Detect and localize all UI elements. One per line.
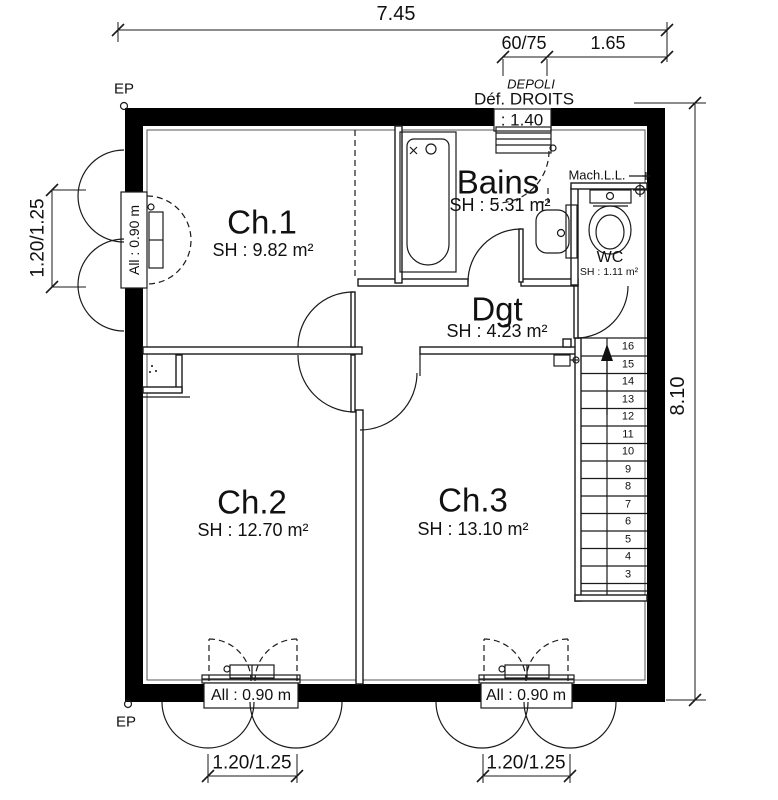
door-swing-bains bbox=[468, 229, 521, 282]
def-droits-label: Déf. DROITS bbox=[473, 89, 575, 109]
left-window-sill-label: All : 0.90 m bbox=[126, 204, 142, 276]
room-area-ch1: SH : 9.82 m² bbox=[212, 240, 314, 260]
door-leaf-ch1 bbox=[351, 292, 355, 347]
room-area-dgt: SH : 4.23 m² bbox=[446, 321, 548, 341]
room-area-ch3: SH : 13.10 m² bbox=[417, 519, 529, 539]
stair-step-number: 16 bbox=[621, 340, 635, 353]
dim-bottom-right-window: 1.20/1.25 bbox=[486, 752, 566, 774]
stair-step-number: 6 bbox=[624, 515, 632, 528]
room-area-bains: SH : 5.31 m² bbox=[449, 195, 551, 215]
room-label-ch2: Ch.2 bbox=[217, 483, 287, 521]
door-swing-ch1 bbox=[298, 292, 353, 347]
stair-step-number: 8 bbox=[624, 480, 632, 493]
room-label-bains: Bains bbox=[456, 163, 540, 201]
closet-duct-dots bbox=[149, 365, 157, 373]
dim-left-window: 1.20/1.25 bbox=[27, 198, 49, 278]
dim-overall-height: 8.10 bbox=[667, 376, 689, 416]
bottom-right-window-sill-label: All : 0.90 m bbox=[485, 687, 567, 704]
door-swing-ch3 bbox=[360, 373, 417, 430]
stair-step-number: 15 bbox=[621, 358, 635, 370]
stair-step-number: 14 bbox=[621, 375, 635, 388]
staircase bbox=[563, 338, 647, 601]
door-leaf-wc bbox=[574, 286, 578, 338]
stair-step-number: 5 bbox=[624, 533, 632, 545]
dim-bottom-left-window: 1.20/1.25 bbox=[212, 752, 292, 774]
room-area-ch2: SH : 12.70 m² bbox=[197, 520, 309, 540]
stair-step-number: 11 bbox=[622, 428, 634, 440]
stair-step-number: 13 bbox=[621, 393, 635, 405]
washing-machine-label: Mach.L.L. bbox=[568, 167, 626, 183]
rainwater-pipe-top bbox=[121, 103, 128, 110]
stair-step-number: 4 bbox=[624, 550, 632, 563]
bathtub bbox=[400, 132, 456, 272]
stairs-up-arrow bbox=[601, 344, 613, 415]
door-leaf-ch2 bbox=[351, 355, 355, 412]
stair-step-number: 3 bbox=[624, 568, 632, 580]
door-leaf-bains bbox=[519, 229, 523, 282]
dim-overall-width: 7.45 bbox=[376, 3, 416, 25]
bottom-left-window-sill-label: All : 0.90 m bbox=[210, 687, 292, 704]
stair-newel-post bbox=[563, 339, 571, 347]
stair-step-number: 10 bbox=[621, 445, 635, 458]
room-label-dgt: Dgt bbox=[471, 290, 523, 328]
ep-label-bottom: EP bbox=[115, 713, 137, 731]
room-area-wc: SH : 1.11 m² bbox=[579, 265, 639, 278]
dim-top-window: 60/75 bbox=[501, 33, 547, 53]
stair-step-number: 7 bbox=[624, 498, 632, 510]
radiator-left bbox=[148, 204, 163, 268]
room-label-ch3: Ch.3 bbox=[438, 481, 508, 519]
door-swing-wc bbox=[577, 286, 628, 338]
depoli-label: DEPOLI bbox=[507, 76, 555, 92]
interior-walls bbox=[143, 126, 647, 684]
top-window-sill-label: : 1.40 bbox=[500, 110, 544, 130]
toilet bbox=[589, 190, 631, 254]
room-label-ch1: Ch.1 bbox=[227, 203, 297, 241]
outer-walls bbox=[123, 106, 665, 704]
door-swing-ch2 bbox=[298, 355, 353, 412]
room-label-wc: WC bbox=[596, 249, 624, 266]
ep-label-top: EP bbox=[113, 80, 135, 98]
stair-step-number: 12 bbox=[621, 410, 635, 423]
stair-step-number: 9 bbox=[624, 463, 632, 475]
dim-top-right-segment: 1.65 bbox=[590, 33, 626, 53]
